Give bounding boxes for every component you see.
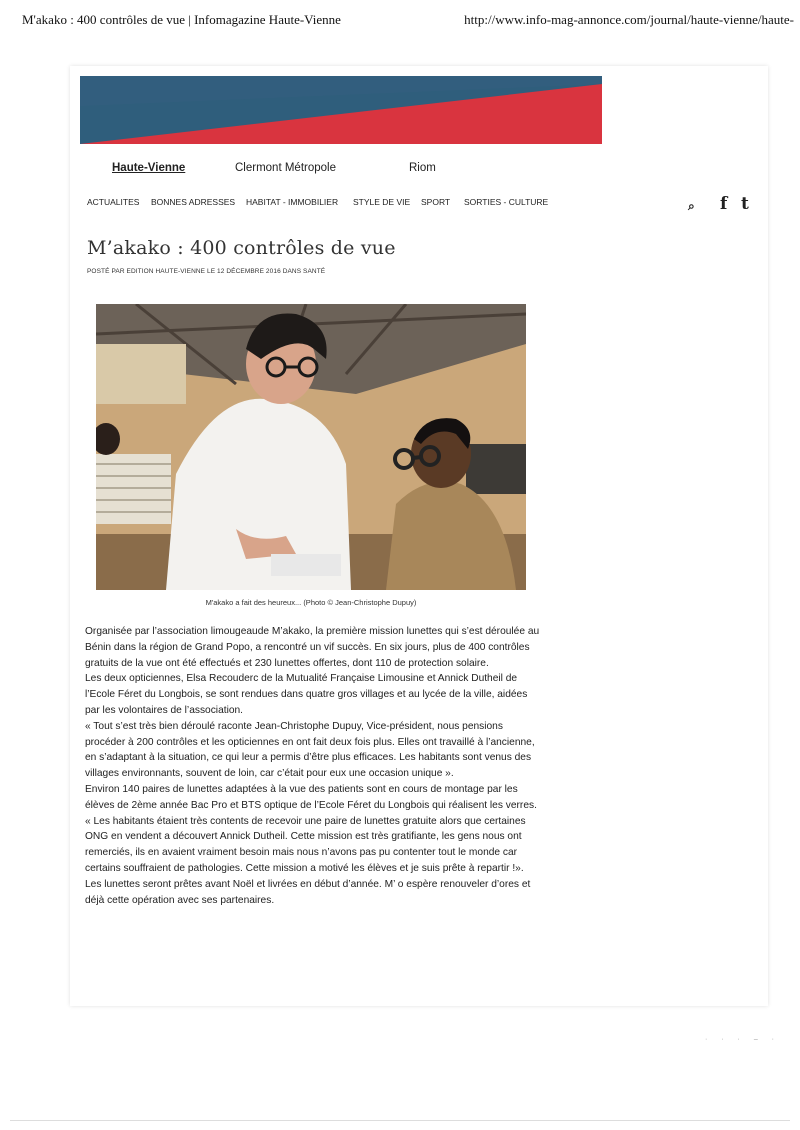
facebook-icon[interactable]: f xyxy=(720,194,728,214)
scan-specks: · · · – · xyxy=(705,1036,780,1043)
region-link-riom[interactable]: Riom xyxy=(409,162,436,174)
menu-item-sorties-culture[interactable]: SORTIES - CULTURE xyxy=(464,197,549,207)
banner-graphic xyxy=(80,76,602,144)
search-icon[interactable]: ⌕ xyxy=(688,199,695,213)
article-page xyxy=(70,66,768,1006)
header-icons xyxy=(678,194,758,217)
article-paragraph: Les lunettes seront prêtes avant Noël et livrées en début d’année. M’ o espère renouveler d’ores et déjà cette opération avec ses partenaires. xyxy=(85,878,531,906)
photo-caption: M'akako a fait des heureux... (Photo © Jean-Christophe Dupuy) xyxy=(205,598,417,607)
twitter-icon[interactable]: t xyxy=(741,194,749,214)
article-photo xyxy=(96,304,526,590)
article-paragraph: Organisée par l’association limougeaude M’akako, la première mission lunettes qui s’est déroulée au Bénin dans la région de Grand Popo, a rencontré un vif succès. En six jours, plus de 400 contrôles gratuits de la vue ont été effectués et 230 lunettes offertes, dont 110 de protection solaire. xyxy=(85,626,540,669)
site-banner[interactable] xyxy=(80,76,602,144)
region-link-clermont-metropole[interactable]: Clermont Métropole xyxy=(235,162,336,174)
article-paragraph: Les deux opticiennes, Elsa Recouderc de la Mutualité Française Limousine et Annick Dutheil de l’Ecole Féret du Longbois, se sont rendues dans quatre gros villages et au lycée de la ville, aidées par les volontaires de l’association. xyxy=(85,673,528,716)
menu-item-habitat-immobilier[interactable]: HABITAT - IMMOBILIER xyxy=(246,197,339,207)
print-header xyxy=(22,12,794,32)
article-paragraph: Environ 140 paires de lunettes adaptées à la vue des patients sont en cours de montage par les élèves de 2ème année Bac Pro et BTS optique de l’Ecole Féret du Longbois qui réalisent les verres. xyxy=(85,783,537,811)
photo-illustration xyxy=(96,304,526,590)
print-page-url: http://www.info-mag-annonce.com/journal/haute-vienne/haute- xyxy=(464,12,794,27)
article-paragraph: « Tout s’est très bien déroulé raconte Jean-Christophe Dupuy, Vice-président, nous pensions procéder à 200 contrôles et les opticiennes en ont fait deux fois plus. Elles ont travaillé à l’ancienne, en s’adaptant à la situation, ce qui leur a permis d’être plus efficaces. Les habitants sont venus des villages environnants, souvent de loin, car c’était pour eux une occasion unique ». xyxy=(85,720,535,780)
region-link-haute-vienne[interactable]: Haute-Vienne xyxy=(112,162,186,174)
menu-item-actualites[interactable]: ACTUALITES xyxy=(87,197,140,207)
print-page-title: M'akako : 400 contrôles de vue | Infomagazine Haute-Vienne xyxy=(22,12,341,27)
region-nav xyxy=(70,162,490,182)
article-body xyxy=(85,624,540,908)
menu-item-sport[interactable]: SPORT xyxy=(421,197,451,207)
article-paragraph: « Les habitants étaient très contents de recevoir une paire de lunettes gratuite alors que certaines ONG en vendent a découvert Annick Dutheil. Cette mission est très gratifiante, les gens nous ont remerciés, ils en avaient vraiment besoin mais nous n’avons pas pu contenter tout le monde car certains souffraient de pathologies. Cette mission a motivé les élèves et je suis prête à repartir !». xyxy=(85,815,526,874)
menu-item-bonnes-adresses[interactable]: BONNES ADRESSES xyxy=(151,197,236,207)
menu-item-style-de-vie[interactable]: STYLE DE VIE xyxy=(353,197,411,207)
article-title: M’akako : 400 contrôles de vue xyxy=(87,237,396,259)
article-byline: POSTÉ PAR EDITION HAUTE-VIENNE LE 12 DÉCEMBRE 2016 DANS SANTÉ xyxy=(87,268,326,275)
scan-edge xyxy=(10,1120,790,1121)
